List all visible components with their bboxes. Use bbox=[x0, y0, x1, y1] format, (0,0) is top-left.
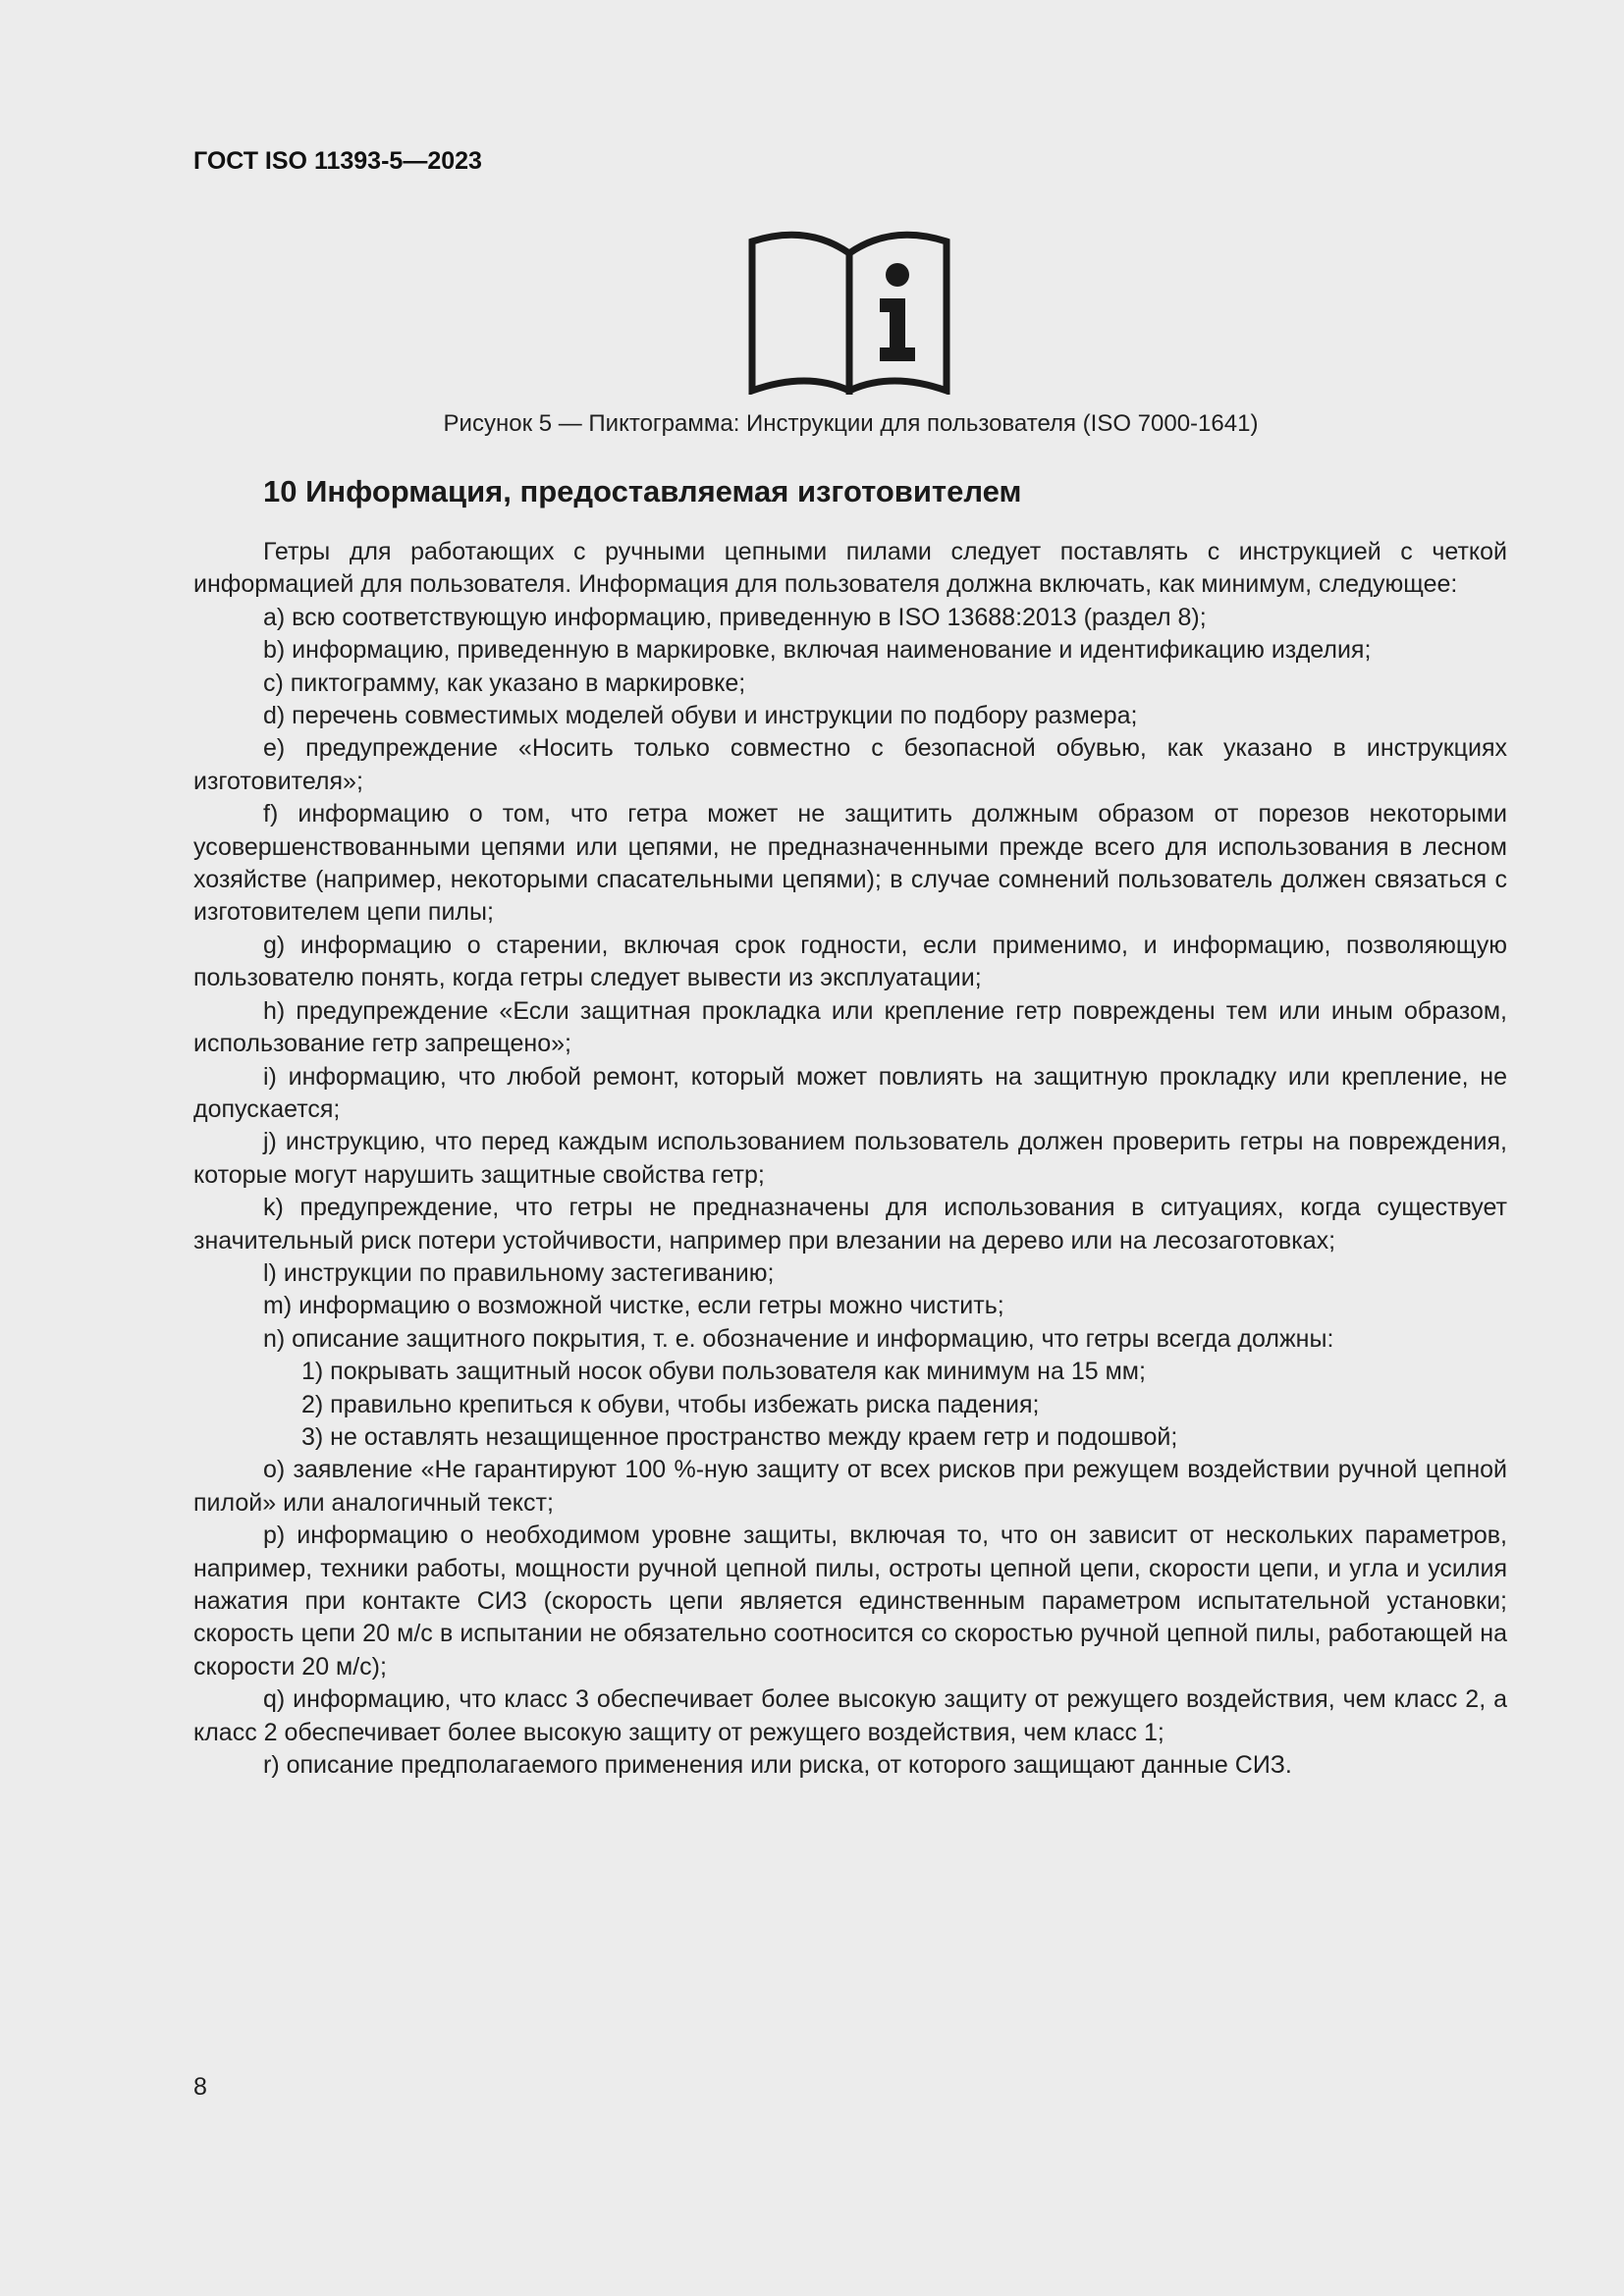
list-item: a) всю соответствующую информацию, приведенную в ISO 13688:2013 (раздел 8); bbox=[263, 603, 1207, 631]
list-item: j) инструкцию, что перед каждым использованием пользователь должен проверить гетры на повреждения, которые могут нарушить защитные свойства гетр; bbox=[193, 1128, 1507, 1189]
requirements-list bbox=[193, 602, 1507, 1783]
list-item: i) информацию, что любой ремонт, который может повлиять на защитную прокладку или крепление, не допускается; bbox=[193, 1062, 1507, 1123]
sub-list-item: 2) правильно крепиться к обуви, чтобы избежать риска падения; bbox=[301, 1390, 1040, 1418]
intro-paragraph: Гетры для работающих с ручными цепными пилами следует поставлять с инструкцией с четкой информацией для пользователя. Информация для пользователя должна включать, как минимум, следующее: bbox=[193, 538, 1507, 599]
list-item: f) информацию о том, что гетра может не защитить должным образом от порезов некоторыми усовершенствованными цепями или цепями, не предназначенными прежде всего для использования в лесном хозяйстве (например, некоторыми спасательными цепями); в случае сомнений пользователь должен связаться с изготовителем цепи пилы; bbox=[193, 800, 1507, 927]
list-item: n) описание защитного покрытия, т. е. обозначение и информацию, что гетры всегда должны: bbox=[263, 1324, 1334, 1353]
document-code: ГОСТ ISO 11393-5—2023 bbox=[193, 147, 482, 175]
list-item: g) информацию о старении, включая срок годности, если применимо, и информацию, позволяющую пользователю понять, когда гетры следует вывести из эксплуатации; bbox=[193, 931, 1507, 992]
figure-caption: Рисунок 5 — Пиктограмма: Инструкции для пользователя (ISO 7000-1641) bbox=[443, 410, 1259, 437]
list-item: d) перечень совместимых моделей обуви и инструкции по подбору размера; bbox=[263, 702, 1138, 730]
section-title: 10 Информация, предоставляемая изготовителем bbox=[263, 474, 1022, 508]
sub-list-item: 1) покрывать защитный носок обуви пользователя как минимум на 15 мм; bbox=[301, 1358, 1146, 1386]
list-item: p) информацию о необходимом уровне защиты, включая то, что он зависит от нескольких параметров, например, техники работы, мощности ручной цепной пилы, остроты цепной цепи, скорости цепи, и угла и усилия нажатия при контакте СИЗ (скорость цепи является единственным параметром испытательной установки; скорость цепи 20 м/с в испытании не обязательно соотносится со скоростью ручной цепной пилы, работающей на скорости 20 м/с); bbox=[193, 1522, 1507, 1681]
section-body bbox=[193, 536, 1507, 1782]
list-item: m) информацию о возможной чистке, если гетры можно чистить; bbox=[263, 1292, 1004, 1320]
list-item: e) предупреждение «Носить только совместно с безопасной обувью, как указано в инструкциях изготовителя»; bbox=[193, 734, 1507, 795]
list-item: k) предупреждение, что гетры не предназначены для использования в ситуациях, когда существует значительный риск потери устойчивости, например при влезании на дерево или на лесозаготовках; bbox=[193, 1194, 1507, 1255]
list-item: q) информацию, что класс 3 обеспечивает более высокую защиту от режущего воздействия, чем класс 2, а класс 2 обеспечивает более высокую защиту от режущего воздействия, чем класс 1; bbox=[193, 1685, 1507, 1746]
list-item: r) описание предполагаемого применения или риска, от которого защищают данные СИЗ. bbox=[263, 1751, 1292, 1780]
page-number: 8 bbox=[193, 2073, 207, 2101]
list-item: c) пиктограмму, как указано в маркировке; bbox=[263, 668, 746, 697]
list-item: l) инструкции по правильному застегиванию; bbox=[263, 1258, 775, 1287]
sub-list-item: 3) не оставлять незащищенное пространство между краем гетр и подошвой; bbox=[301, 1422, 1178, 1451]
list-item: b) информацию, приведенную в маркировке, включая наименование и идентификацию изделия; bbox=[263, 636, 1372, 665]
user-instructions-book-icon bbox=[748, 224, 950, 395]
list-item: o) заявление «Не гарантируют 100 %-ную защиту от всех рисков при режущем воздействии ручной цепной пилой» или аналогичный текст; bbox=[193, 1456, 1507, 1517]
list-item: h) предупреждение «Если защитная прокладка или крепление гетр повреждены тем или иным образом, использование гетр запрещено»; bbox=[193, 996, 1507, 1058]
